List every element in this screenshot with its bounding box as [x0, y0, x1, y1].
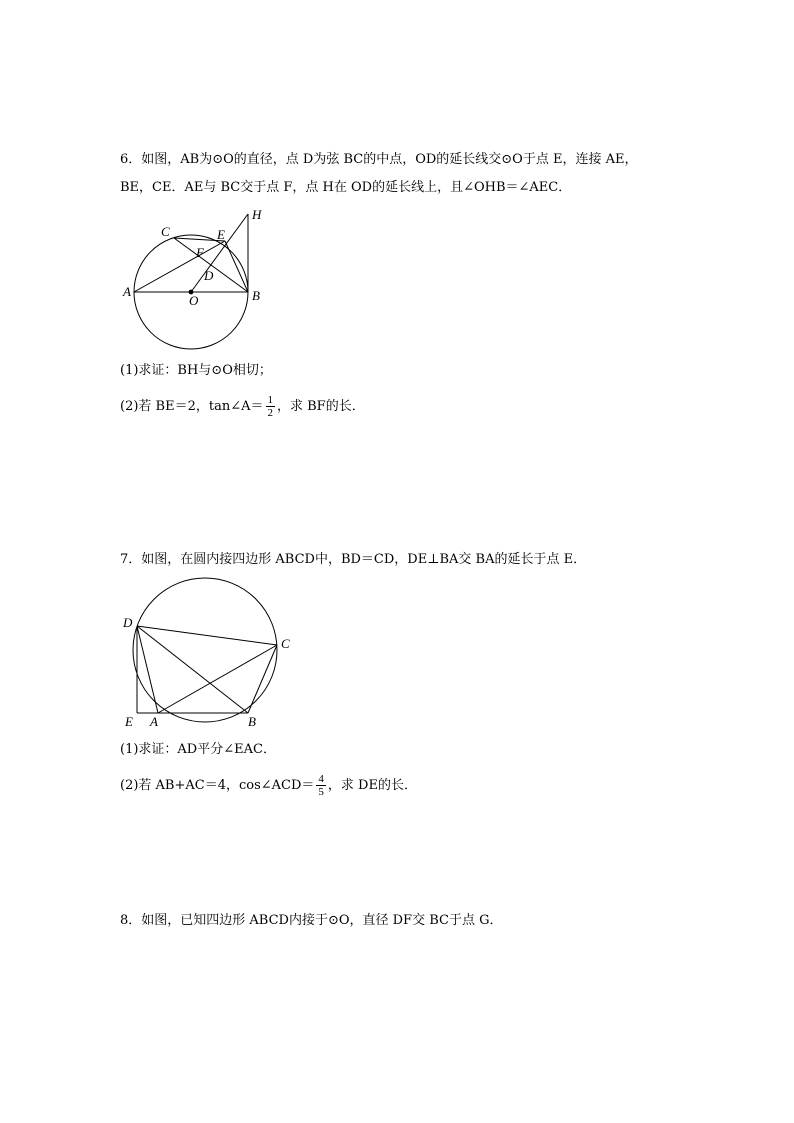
- q7-fraction: [316, 773, 326, 798]
- q7-label-d: D: [123, 615, 133, 630]
- q7-part2-prefix: (2)若 AB+AC＝4，cos∠ACD＝: [120, 778, 315, 793]
- q6-part2-suffix: ，求 BF的长．: [277, 399, 365, 414]
- q6-part1: (1)求证：BH与⊙O相切；: [120, 363, 272, 378]
- q7-part2: [120, 773, 417, 798]
- q7-fraction-den: 5: [318, 786, 324, 798]
- q7-segment-ac: [158, 645, 277, 713]
- q8-stem: 8．如图，已知四边形 ABCD内接于⊙O，直径 DF交 BC于点 G．: [120, 913, 503, 928]
- q6-label-b: B: [252, 288, 260, 303]
- q7-part1: (1)求证：AD平分∠EAC．: [120, 742, 276, 757]
- q7-label-a: A: [150, 714, 158, 729]
- q7-label-c: C: [281, 636, 290, 651]
- q7-label-b: B: [248, 714, 256, 729]
- q6-label-o: O: [189, 293, 199, 308]
- q7-label-e: E: [125, 714, 133, 729]
- q7-part2-suffix: ，求 DE的长．: [327, 778, 417, 793]
- q7-fraction-num: 4: [318, 773, 324, 785]
- q6-label-e: E: [217, 227, 225, 242]
- q6-fraction-num: 1: [267, 394, 273, 406]
- q6-part2-prefix: (2)若 BE＝2，tan∠A＝: [120, 399, 264, 414]
- q6-label-c: C: [161, 224, 170, 239]
- q6-stem-line1: 6．如图，AB为⊙O的直径，点 D为弦 BC的中点，OD的延长线交⊙O于点 E，连接 AE，: [120, 152, 638, 167]
- q6-stem-line2: BE，CE．AE与 BC交于点 F，点 H在 OD的延长线上，且∠OHB＝∠AEC．: [120, 180, 572, 195]
- q6-label-f: F: [196, 245, 204, 260]
- q7-segment-da: [137, 626, 158, 713]
- q7-stem: 7．如图，在圆内接四边形 ABCD中，BD＝CD，DE⊥BA交 BA的延长于点 E．: [120, 552, 587, 567]
- q6-label-h: H: [252, 207, 262, 222]
- q6-label-a: A: [123, 284, 131, 299]
- q6-fraction-den: 2: [267, 407, 273, 419]
- q6-label-d: D: [204, 268, 214, 283]
- q7-segment-cb: [248, 645, 277, 713]
